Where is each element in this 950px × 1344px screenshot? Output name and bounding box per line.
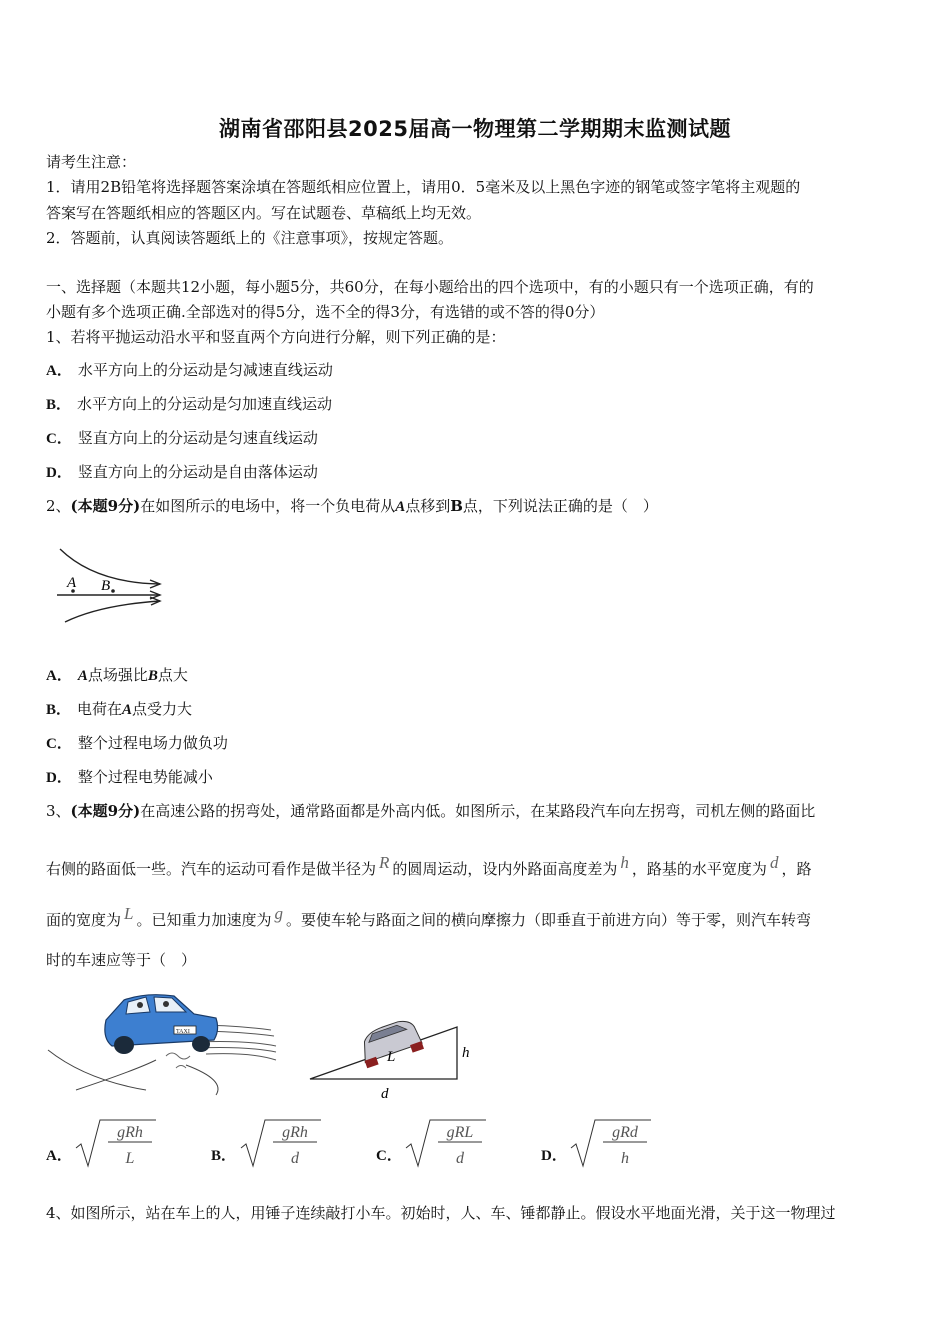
q3-stem-line3 — [46, 904, 812, 930]
q2-stem-text-b: 点移到 — [405, 497, 451, 515]
sqrt-expression — [239, 1116, 329, 1170]
denominator: d — [456, 1150, 464, 1167]
option-label: B． — [46, 702, 72, 718]
option-label: D． — [46, 465, 72, 481]
passenger-head — [163, 1001, 169, 1007]
notice-item-1b: 答案写在答题纸相应的答题区内。写在试题卷、草稿纸上均无效。 — [46, 204, 482, 222]
label-l: L — [387, 1049, 396, 1065]
option-text: 水平方向上的分运动是匀减速直线运动 — [77, 361, 333, 379]
option-text: 点受力大 — [132, 700, 193, 718]
option-var: A — [122, 702, 133, 718]
q3-text: ，路 — [781, 860, 812, 878]
point-b-label: B — [101, 578, 111, 594]
road-curve — [186, 1065, 218, 1095]
q2-stem-text-c: 点，下列说法正确的是（ ） — [462, 497, 658, 515]
q3-text: 。已知重力加速度为 — [136, 911, 272, 929]
q3-stem-line4: 时的车速应等于（ ） — [46, 951, 197, 969]
q1-stem: 1、若将平抛运动沿水平和竖直两个方向进行分解，则下列正确的是： — [46, 328, 506, 346]
car-turning-illustration — [46, 990, 278, 1098]
electric-field-figure — [55, 545, 165, 625]
point-a-label: A — [67, 575, 77, 591]
numerator: gRL — [446, 1124, 474, 1141]
option-label: C． — [46, 431, 72, 447]
q2-option-b[interactable] — [46, 698, 192, 719]
option-label: A． — [46, 668, 72, 684]
option-text: 电荷在 — [77, 700, 123, 718]
q2-option-c[interactable] — [46, 732, 228, 753]
denominator: d — [291, 1150, 299, 1167]
var-h: h — [620, 853, 629, 872]
option-text: 竖直方向上的分运动是自由落体运动 — [77, 463, 318, 481]
section-header-line1: 一、选择题（本题共12小题，每小题5分，共60分，在每小题给出的四个选项中，有的小题只有一个选项正确，有的 — [46, 278, 814, 296]
q2-option-a[interactable] — [46, 664, 188, 685]
option-var: A — [77, 668, 88, 684]
option-label: A． — [46, 1148, 72, 1164]
q4-stem: 4、如图所示，站在车上的人，用锤子连续敲打小车。初始时，人、车、锤都静止。假设水平地面光滑，关于这一物理过 — [46, 1204, 836, 1222]
option-text: 竖直方向上的分运动是匀速直线运动 — [77, 429, 318, 447]
option-label: D． — [46, 770, 72, 786]
q2-option-d[interactable] — [46, 766, 213, 787]
option-text: 整个过程电势能减小 — [77, 768, 213, 786]
var-l: L — [124, 904, 134, 923]
option-label: C． — [376, 1148, 402, 1164]
q3-stem-line1 — [46, 800, 815, 821]
dust-mark — [176, 1066, 186, 1069]
radical-sign — [571, 1120, 651, 1166]
numerator: gRd — [612, 1124, 638, 1141]
q1-option-c[interactable] — [46, 427, 318, 448]
var-r: R — [379, 853, 390, 872]
q3-text: 面的宽度为 — [46, 911, 122, 929]
q3-text: 的圆周运动，设内外路面高度差为 — [392, 860, 618, 878]
wheel — [192, 1036, 210, 1052]
sqrt-expression — [569, 1116, 659, 1170]
license-plate-text: TAXI — [176, 1029, 190, 1035]
q1-option-a[interactable] — [46, 359, 333, 380]
option-text: 点场强比 — [87, 666, 148, 684]
q3-text: 。要使车轮与路面之间的横向摩擦力（即垂直于前进方向）等于零，则汽车转弯 — [286, 911, 812, 929]
banked-road-diagram — [305, 995, 480, 1105]
option-text: 点大 — [157, 666, 188, 684]
q1-option-b[interactable] — [46, 393, 332, 414]
radical-sign — [76, 1120, 156, 1166]
denominator: L — [125, 1150, 135, 1167]
q3-stem-line2 — [46, 853, 812, 879]
label-d: d — [381, 1086, 389, 1102]
q3-text: 右侧的路面低一些。汽车的运动可看作是做半径为 — [46, 860, 377, 878]
point-b-dot — [111, 589, 115, 593]
var-g: g — [274, 904, 283, 923]
denominator: h — [621, 1150, 629, 1167]
q3-text: ，路基的水平宽度为 — [631, 860, 767, 878]
q2-stem — [46, 495, 658, 516]
numerator: gRh — [282, 1124, 308, 1141]
option-label: B． — [46, 397, 72, 413]
sqrt-expression — [74, 1116, 164, 1170]
q3-score: (本题9分) — [70, 802, 141, 820]
option-label: D． — [541, 1148, 567, 1164]
notice-item-1a: 1．请用2B铅笔将选择题答案涂填在答题纸相应位置上，请用0．5毫米及以上黑色字迹的钢笔或签字笔将主观题的 — [46, 178, 801, 196]
section-header-line2: 小题有多个选项正确.全部选对的得5分，选不全的得3分，有选错的或不答的得0分） — [46, 303, 605, 321]
wheel — [114, 1036, 134, 1054]
q2-score: (本题9分) — [70, 497, 141, 515]
option-label: B． — [211, 1148, 237, 1164]
q3-number: 3、 — [46, 802, 71, 820]
label-h: h — [462, 1045, 470, 1061]
numerator: gRh — [117, 1124, 143, 1141]
field-line-bottom — [65, 601, 160, 622]
q2-var-b: B — [450, 497, 463, 515]
q2-var-a: A — [395, 499, 406, 515]
road-curve — [76, 1060, 156, 1090]
option-var: B — [147, 668, 158, 684]
notice-item-2: 2．答题前，认真阅读答题纸上的《注意事项》，按规定答题。 — [46, 229, 454, 247]
option-label: C． — [46, 736, 72, 752]
option-label: A． — [46, 363, 72, 379]
q2-stem-text-a: 在如图所示的电场中，将一个负电荷从 — [140, 497, 396, 515]
notice-heading: 请考生注意： — [46, 153, 137, 171]
dust-mark — [166, 1053, 190, 1059]
road-line — [206, 1054, 276, 1060]
page-title: 湖南省邵阳县2025届高一物理第二学期期末监测试题 — [219, 117, 731, 141]
option-text: 整个过程电场力做负功 — [77, 734, 228, 752]
q2-number: 2、 — [46, 497, 71, 515]
sqrt-expression — [404, 1116, 494, 1170]
q3-text: 在高速公路的拐弯处，通常路面都是外高内低。如图所示，在某路段汽车向左拐弯，司机左侧的路面比 — [140, 802, 816, 820]
driver-head — [137, 1002, 143, 1008]
radical-sign — [241, 1120, 321, 1166]
q1-option-d[interactable] — [46, 461, 318, 482]
option-text: 水平方向上的分运动是匀加速直线运动 — [77, 395, 333, 413]
var-d: d — [769, 853, 779, 872]
